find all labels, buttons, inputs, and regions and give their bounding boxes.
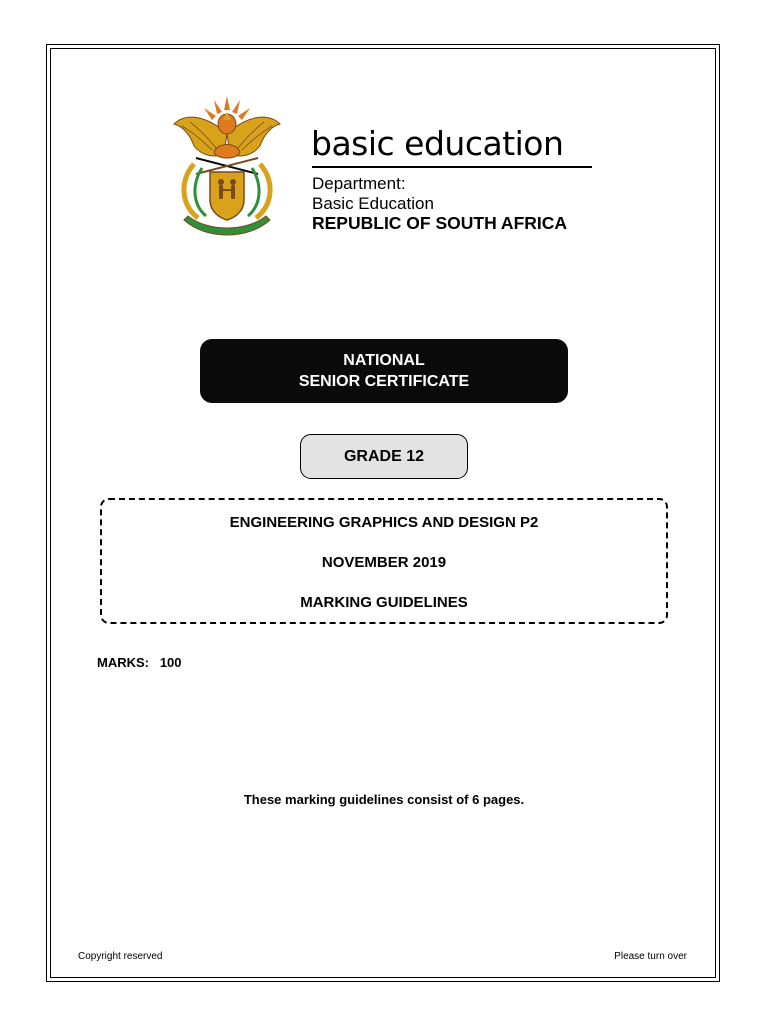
coat-of-arms-icon <box>168 94 286 246</box>
document-type: MARKING GUIDELINES <box>300 594 468 611</box>
footer-copyright: Copyright reserved <box>78 951 163 962</box>
brand-title: basic education <box>311 124 564 163</box>
certificate-banner <box>200 339 568 403</box>
exam-session: NOVEMBER 2019 <box>321 554 447 571</box>
country-name: REPUBLIC OF SOUTH AFRICA <box>312 213 568 233</box>
certificate-line-1: NATIONAL <box>343 352 425 369</box>
subject-title: ENGINEERING GRAPHICS AND DESIGN P2 <box>229 514 539 531</box>
certificate-line-2: SENIOR CERTIFICATE <box>298 373 470 390</box>
grade-badge: GRADE 12 <box>300 434 468 479</box>
paper-title-box <box>100 498 668 624</box>
department-label: Department: <box>312 174 406 193</box>
brand-underline <box>312 166 592 168</box>
department-logo <box>168 94 598 254</box>
marks-total: MARKS: 100 <box>97 655 182 670</box>
department-name: Basic Education <box>312 194 434 213</box>
footer-turn-over: Please turn over <box>614 951 687 962</box>
page-count-note: These marking guidelines consist of 6 pages. <box>243 792 525 807</box>
